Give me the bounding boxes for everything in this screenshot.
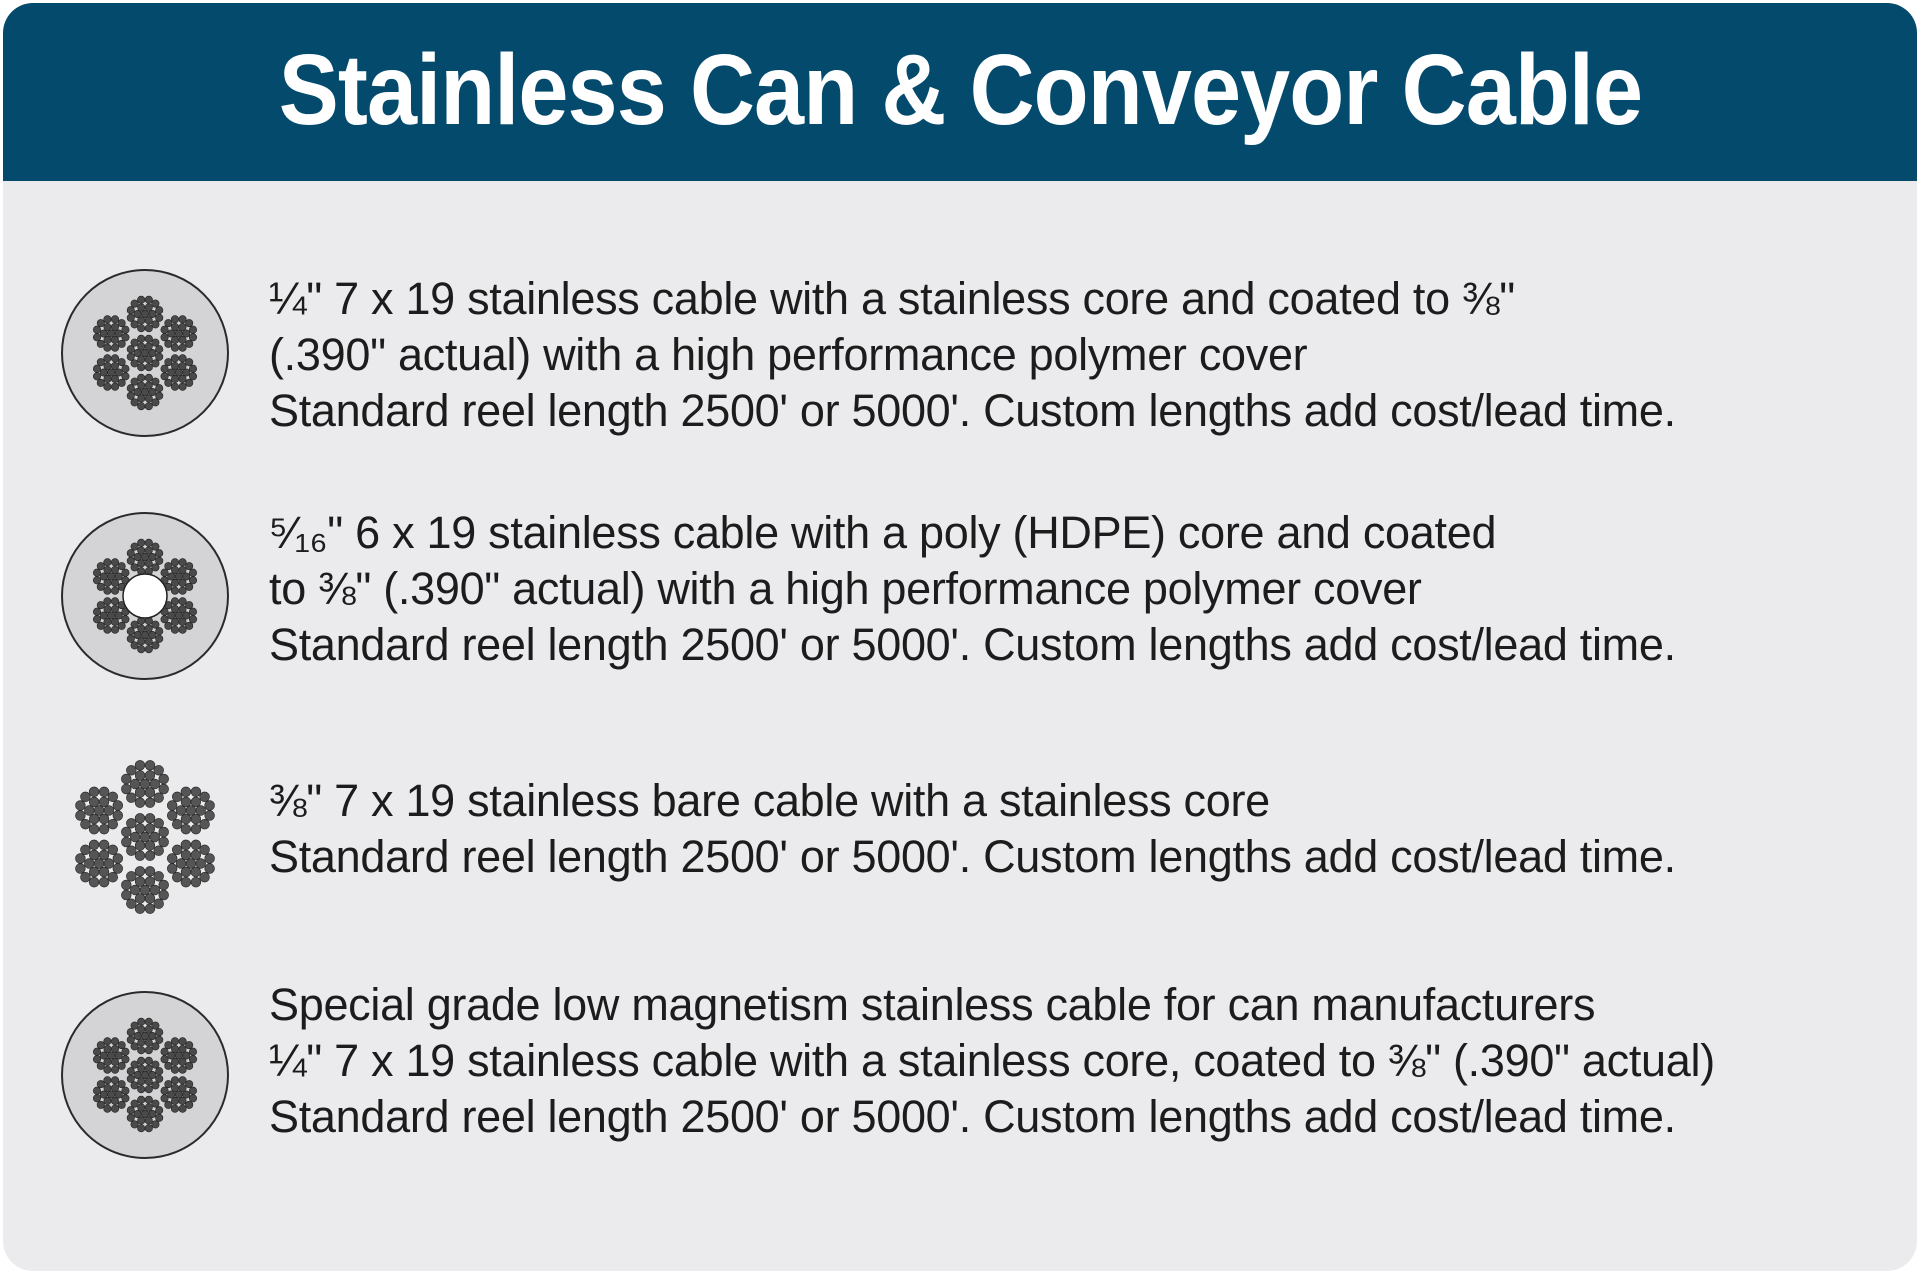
page-title: Stainless Can & Conveyor Cable bbox=[278, 33, 1642, 146]
coated-6x19-poly-core-cable-cross-section-icon bbox=[60, 511, 230, 681]
description-line: Standard reel length 2500' or 5000'. Custom lengths add cost/lead time. bbox=[269, 831, 1676, 882]
product-card bbox=[3, 3, 1917, 1271]
description-line: Standard reel length 2500' or 5000'. Custom lengths add cost/lead time. bbox=[269, 619, 1676, 670]
description-line: ¼" 7 x 19 stainless cable with a stainless core and coated to ⅜" bbox=[269, 273, 1515, 324]
cable-description bbox=[269, 271, 1676, 439]
coated-7x19-cable-cross-section-icon bbox=[60, 268, 230, 438]
description-line: to ⅜" (.390" actual) with a high performance polymer cover bbox=[269, 563, 1422, 614]
description-line: ⅜" 7 x 19 stainless bare cable with a stainless core bbox=[269, 775, 1270, 826]
bare-7x19-cable-cross-section-icon bbox=[60, 752, 230, 922]
description-line: Standard reel length 2500' or 5000'. Custom lengths add cost/lead time. bbox=[269, 1091, 1676, 1142]
coated-low-magnetism-cable-cross-section-icon bbox=[60, 990, 230, 1160]
description-line: Standard reel length 2500' or 5000'. Custom lengths add cost/lead time. bbox=[269, 385, 1676, 436]
description-line: ⁵⁄₁₆" 6 x 19 stainless cable with a poly (HDPE) core and coated bbox=[269, 507, 1497, 558]
cable-description bbox=[269, 505, 1676, 673]
description-line: ¼" 7 x 19 stainless cable with a stainless core, coated to ⅜" (.390" actual) bbox=[269, 1035, 1715, 1086]
cable-description bbox=[269, 977, 1715, 1145]
header-bar bbox=[3, 3, 1917, 181]
description-line: Special grade low magnetism stainless cable for can manufacturers bbox=[269, 979, 1596, 1030]
description-line: (.390" actual) with a high performance polymer cover bbox=[269, 329, 1308, 380]
cable-description bbox=[269, 773, 1676, 885]
